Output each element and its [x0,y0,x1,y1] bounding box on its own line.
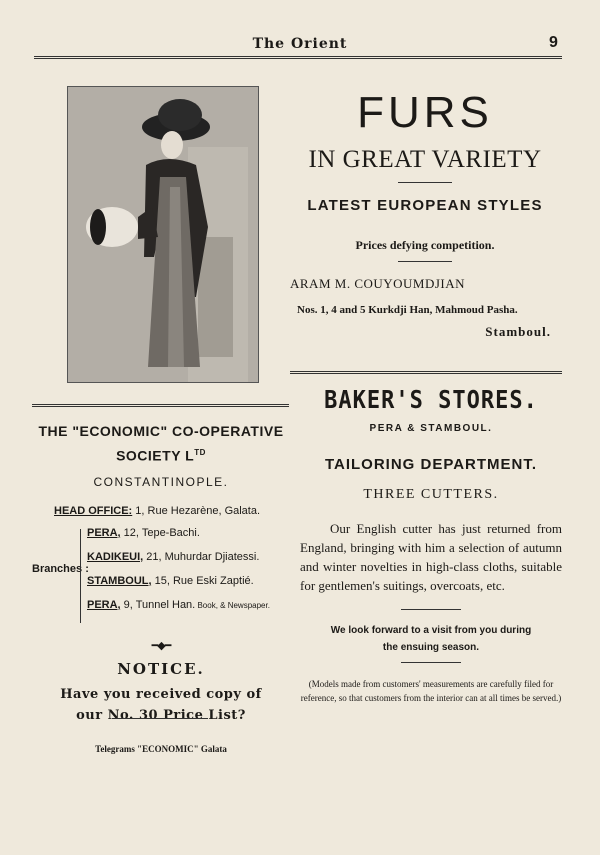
economic-title-line2: SOCIETY L [116,447,195,464]
merchant-name: ARAM M. COUYOUMDJIAN [290,276,466,291]
branch-address: 12, Tepe-Bachi. [120,526,200,539]
tailoring-body-text: Our English cutter has just returned from England, bringing with him a selection of autumn and winter novelties in high-class cloths, suitable for gentlemen's suitings, overcoats, etc. [300,521,562,593]
tailoring-department-heading: TAILORING DEPARTMENT. [324,456,538,473]
section-rule-right [290,371,562,374]
branch-address: 9, Tunnel Han. [120,598,196,611]
great-variety-subtitle: IN GREAT VARIETY [308,146,542,173]
running-header: The Orient [252,36,348,52]
question-line2: our No. 30 Price List? [76,707,246,723]
divider [401,609,461,610]
branches-list [32,527,290,627]
prices-line: Prices defying competition. [355,238,495,252]
ornament-divider-icon: ━◆━ [151,639,171,652]
three-cutters-line: THREE CUTTERS. [363,487,499,502]
branch-item [87,551,259,563]
economic-title-superscript: TD [194,448,206,457]
head-office-address: 1, Rue Hezarène, Galata. [132,504,261,517]
bakers-stores-title: BAKER'S STORES. [324,386,538,415]
woman-in-furs-figure [68,87,258,382]
look-forward-text [300,622,562,656]
branch-item [87,599,270,611]
branch-name: PERA, [87,526,121,539]
economic-cooperative-advertisement [32,420,290,754]
branch-address: 15, Rue Eski Zaptié. [151,574,254,587]
bakers-stores-advertisement [300,388,562,705]
bakers-locations: PERA & STAMBOUL. [369,423,493,434]
head-office-line [54,505,290,517]
merchant-city: Stamboul. [485,324,551,339]
branch-item [87,575,254,587]
page-number: 9 [549,34,558,51]
question-line1: Have you received copy of [60,686,262,702]
divider [401,662,461,663]
branch-item [87,527,200,539]
economic-title-line1: THE "ECONOMIC" CO-OPERATIVE [38,423,284,439]
furs-headline: FURS [357,88,493,137]
divider [398,182,452,183]
section-rule-left [32,404,289,407]
fur-advertisement [285,86,565,340]
branches-label: Branches : [32,562,89,575]
look-forward-line2: the ensuing season. [382,642,480,653]
branch-name: STAMBOUL, [87,574,152,587]
economic-city: CONSTANTINOPLE. [93,474,229,489]
notice-heading: NOTICE. [117,659,205,678]
branch-name: PERA, [87,598,121,611]
branch-extra: Book, & Newspaper. [195,600,270,610]
european-styles-line: LATEST EUROPEAN STYLES [307,197,543,214]
look-forward-line1: We look forward to a visit from you during [330,625,532,636]
bottom-rule-left [112,718,208,719]
divider [398,261,452,262]
models-note: (Models made from customers' measurements are carefully filed for reference, so that customers from the interior can at all times be served.) [300,679,562,703]
price-list-question [32,684,290,726]
economic-title [32,420,290,467]
merchant-address: Nos. 1, 4 and 5 Kurkdji Han, Mahmoud Pasha. [297,304,518,316]
head-office-label: HEAD OFFICE: [54,504,133,517]
branch-name: KADIKEUI, [87,550,144,563]
branch-address: 21, Muhurdar Djiatessi. [143,550,260,563]
branches-bracket [80,529,85,623]
telegrams-line: Telegrams "ECONOMIC" Galata [95,743,227,754]
fur-fashion-illustration [67,86,259,383]
header-rule [34,56,562,59]
